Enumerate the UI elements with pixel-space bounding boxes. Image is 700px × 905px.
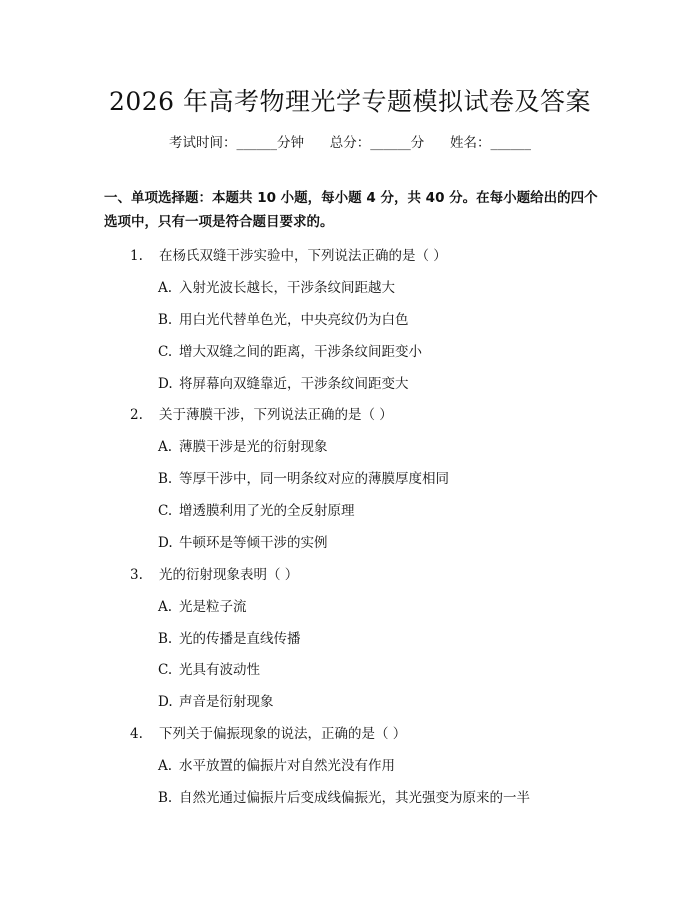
question-text: 在杨氏双缝干涉实验中，下列说法正确的是（ ） bbox=[159, 248, 447, 264]
option-text: 光是粒子流 bbox=[179, 599, 247, 615]
option-letter: C. bbox=[158, 503, 173, 519]
question-number: 1. bbox=[130, 248, 143, 264]
option-text: 自然光通过偏振片后变成线偏振光，其光强变为原来的一半 bbox=[179, 790, 530, 806]
option-letter: B. bbox=[158, 471, 173, 487]
option-letter: B. bbox=[158, 631, 173, 647]
option-text: 光的传播是直线传播 bbox=[179, 631, 301, 647]
question-1-option-d bbox=[158, 372, 409, 392]
option-letter: B. bbox=[158, 790, 173, 806]
option-text: 用白光代替单色光，中央亮纹仍为白色 bbox=[179, 312, 409, 328]
option-letter: A. bbox=[158, 439, 173, 455]
option-letter: B. bbox=[158, 312, 173, 328]
option-text: 薄膜干涉是光的衍射现象 bbox=[179, 439, 328, 455]
option-text: 将屏幕向双缝靠近，干涉条纹间距变大 bbox=[179, 376, 409, 392]
question-number: 3. bbox=[130, 567, 143, 583]
question-3-option-b bbox=[158, 627, 301, 647]
question-number: 4. bbox=[130, 726, 143, 742]
exam-meta-line: 考试时间：______分钟 总分：______分 姓名：______ bbox=[169, 135, 531, 151]
option-letter: C. bbox=[158, 662, 173, 678]
option-letter: A. bbox=[158, 599, 173, 615]
option-text: 水平放置的偏振片对自然光没有作用 bbox=[179, 758, 395, 774]
question-4-option-a bbox=[158, 754, 395, 774]
option-letter: D. bbox=[158, 376, 173, 392]
question-3-option-d bbox=[158, 690, 274, 710]
option-text: 增透膜利用了光的全反射原理 bbox=[179, 503, 355, 519]
option-text: 入射光波长越长，干涉条纹间距越大 bbox=[179, 280, 395, 296]
question-text: 关于薄膜干涉，下列说法正确的是（ ） bbox=[159, 407, 393, 423]
option-letter: D. bbox=[158, 535, 173, 551]
question-text: 下列关于偏振现象的说法，正确的是（ ） bbox=[159, 726, 407, 742]
option-text: 增大双缝之间的距离，干涉条纹间距变小 bbox=[179, 344, 422, 360]
question-2-option-b bbox=[158, 467, 449, 487]
option-text: 等厚干涉中，同一明条纹对应的薄膜厚度相同 bbox=[179, 471, 449, 487]
option-letter: C. bbox=[158, 344, 173, 360]
question-number: 2. bbox=[130, 407, 143, 423]
question-3-option-a bbox=[158, 595, 247, 615]
question-2-option-c bbox=[158, 499, 355, 519]
question-3 bbox=[130, 563, 298, 583]
question-text: 光的衍射现象表明（ ） bbox=[159, 567, 299, 583]
option-letter: A. bbox=[158, 758, 173, 774]
question-2-option-d bbox=[158, 531, 328, 551]
question-2-option-a bbox=[158, 435, 328, 455]
question-1-option-c bbox=[158, 340, 422, 360]
option-text: 牛顿环是等倾干涉的实例 bbox=[179, 535, 328, 551]
exam-title: 2026 年高考物理光学专题模拟试卷及答案 bbox=[108, 87, 592, 116]
section-heading: 一、单项选择题：本题共 10 小题，每小题 4 分，共 40 分。在每小题给出的四个选项中，只有一项是符合题目要求的。 bbox=[104, 190, 598, 230]
question-1-option-a bbox=[158, 276, 395, 296]
option-letter: D. bbox=[158, 694, 173, 710]
question-1 bbox=[130, 244, 447, 264]
question-1-option-b bbox=[158, 308, 409, 328]
question-4 bbox=[130, 722, 406, 742]
option-letter: A. bbox=[158, 280, 173, 296]
question-3-option-c bbox=[158, 658, 260, 678]
option-text: 声音是衍射现象 bbox=[179, 694, 274, 710]
question-2 bbox=[130, 403, 393, 423]
option-text: 光具有波动性 bbox=[179, 662, 260, 678]
question-4-option-b bbox=[158, 786, 530, 806]
